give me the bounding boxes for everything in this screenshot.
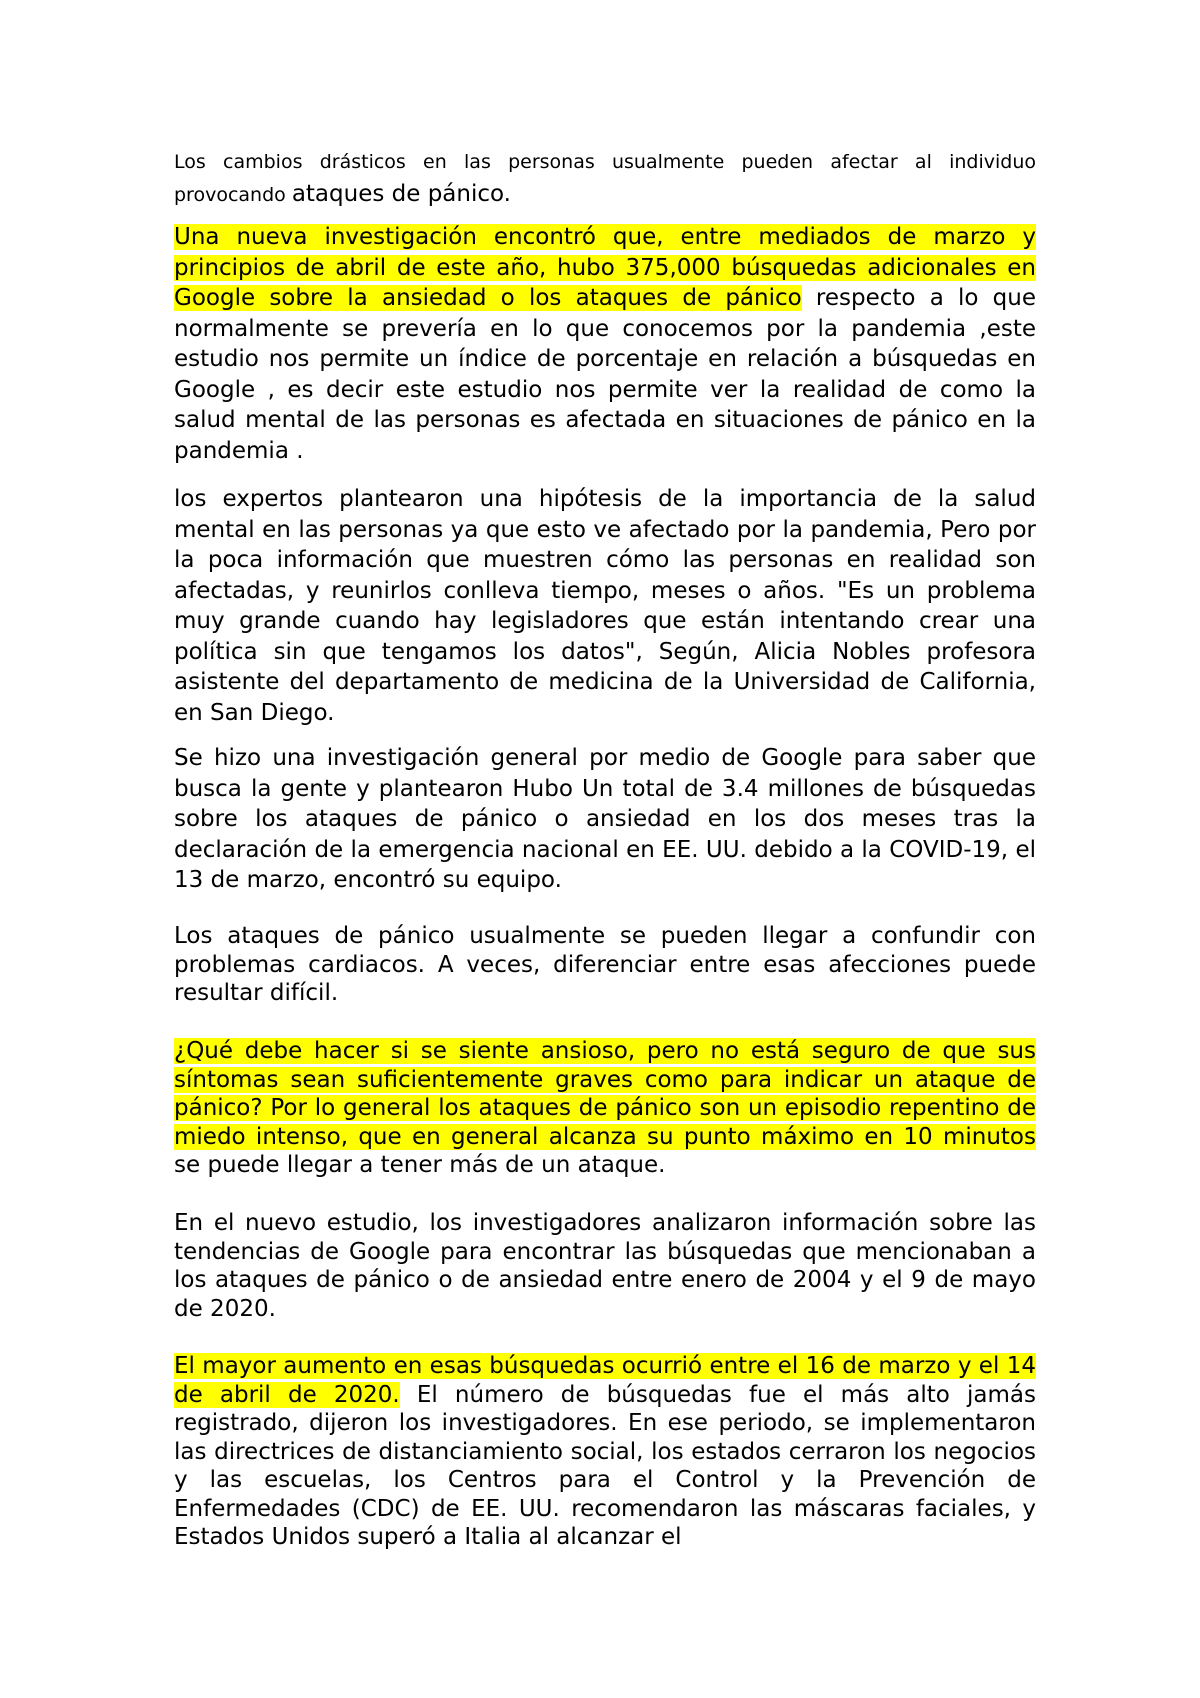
paragraph-text: respecto a lo que normalmente se prevería en lo que conocemos por la pandemia ,este estudio nos permite un índice de porcentaje en relación a búsquedas en Google , es decir este estudio nos permite ver la realidad de como la salud mental de las personas es afectada en situaciones de pánico en la pandemia . <box>174 285 1037 464</box>
highlighted-text: ¿Qué debe hacer si se siente ansioso, pero no está seguro de que sus síntomas sean suficientemente graves como para indicar un ataque de pánico? Por lo general los ataques de pánico son un episodio repentino de miedo intenso, que en general alcanza su punto máximo en 10 minutos <box>174 1038 1036 1150</box>
paragraph-text: los expertos plantearon una hipótesis de la importancia de la salud mental en las personas ya que esto ve afectado por la pandemia, Pero por la poca información que muestren cómo las personas en realidad son afectadas, y reunirlos conlleva tiempo, meses o años. "Es un problema muy grande cuando hay legisladores que están intentando crear una política sin que tengamos los datos", Según, Alicia Nobles profesora asistente del departamento de medicina de la Universidad de California, en San Diego. <box>174 486 1036 726</box>
paragraph-new-study <box>174 1209 1036 1323</box>
highlighted-text: Una nueva investigación encontró que, entre mediados de marzo y principios de abril de este año, hubo 375,000 búsquedas adicionales en Google sobre la ansiedad o los ataques de pánico <box>174 224 1036 311</box>
intro-tail-text: ataques de pánico. <box>291 181 511 207</box>
paragraph-experts <box>174 484 1036 728</box>
paragraph-text: Los ataques de pánico usualmente se pueden llegar a confundir con problemas cardiacos. A veces, diferenciar entre esas afecciones puede resultar difícil. <box>174 923 1036 1006</box>
paragraph-text: El número de búsquedas fue el más alto jamás registrado, dijeron los investigadores. En ese periodo, se implementaron las directrices de distanciamiento social, los estados cerraron los negocios y las escuelas, los Centros para el Control y la Prevención de Enfermedades (CDC) de EE. UU. recomendaron las máscaras faciales, y Estados Unidos superó a Italia al alcanzar el <box>174 1381 1036 1550</box>
paragraph-largest-increase <box>174 1352 1036 1552</box>
paragraph-anxious-question <box>174 1037 1036 1180</box>
intro-lead-text: Los cambios drásticos en las personas usualmente pueden afectar al individuo provocando <box>174 151 1036 206</box>
paragraph-text: se puede llegar a tener más de un ataque. <box>174 1152 666 1178</box>
document-page <box>174 0 1036 1698</box>
paragraph-intro <box>174 146 1036 211</box>
paragraph-google-research <box>174 743 1036 896</box>
paragraph-text: Se hizo una investigación general por medio de Google para saber que busca la gente y plantearon Hubo Un total de 3.4 millones de búsquedas sobre los ataques de pánico o ansiedad en los dos meses tras la declaración de la emergencia nacional en EE. UU. debido a la COVID-19, el 13 de marzo, encontró su equipo. <box>174 745 1036 893</box>
paragraph-investigation <box>174 222 1036 466</box>
paragraph-cardiac <box>174 922 1036 1008</box>
paragraph-text: En el nuevo estudio, los investigadores analizaron información sobre las tendencias de Google para encontrar las búsquedas que mencionaban a los ataques de pánico o de ansiedad entre enero de 2004 y el 9 de mayo de 2020. <box>174 1210 1036 1322</box>
highlighted-text: El mayor aumento en esas búsquedas ocurrió entre el 16 de marzo y el 14 de abril de 2020. <box>174 1353 1036 1408</box>
